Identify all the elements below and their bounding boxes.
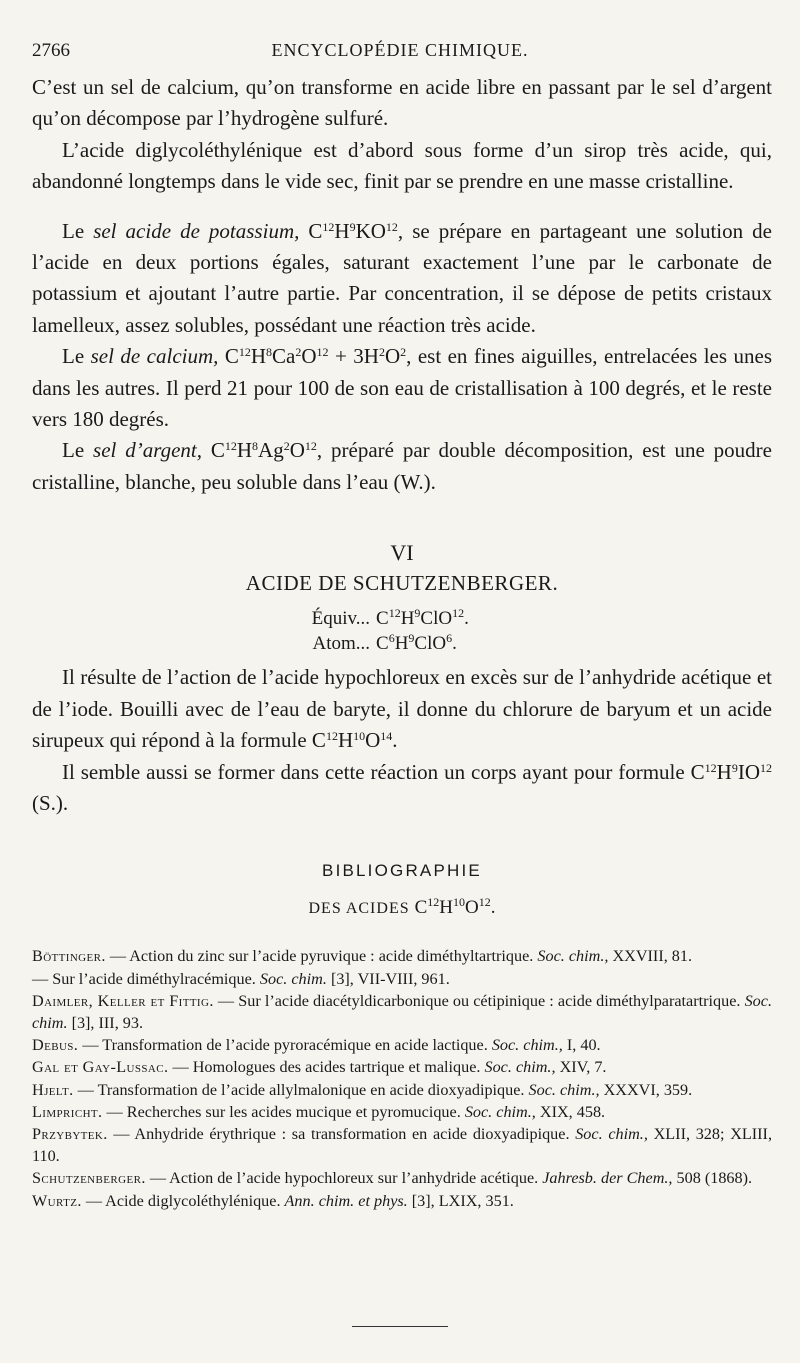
bibliography-entry — [32, 945, 772, 967]
bibliography-entry — [32, 1167, 772, 1189]
entry-ref: 508 (1868). — [672, 1169, 753, 1188]
entry-journal: Soc. chim., — [537, 947, 609, 966]
entry-text: — Action de l’acide hypochloreux sur l’anhydride acétique. — [145, 1169, 543, 1188]
entry-author: Gal et Gay-Lussac. — [32, 1058, 169, 1077]
entry-journal: Soc. chim., — [528, 1080, 600, 1099]
entry-text: — Acide diglycoléthylénique. — [81, 1191, 285, 1210]
page-header — [32, 40, 768, 68]
entry-ref: XXVIII, 81. — [608, 947, 693, 966]
entry-text: — Anhydride érythrique : sa transformation en acide dioxyadipique. — [107, 1124, 576, 1143]
entry-text: — Transformation de l’acide allylmalonique en acide dioxyadipique. — [73, 1080, 529, 1099]
paragraph-schutzenberger-1: Il résulte de l’action de l’acide hypochloreux en excès sur de l’anhydride acétique et de l’iode. Bouilli avec de l’eau de baryte, il donne du chlorure de baryum et un acide sirupeux qui répond à la formule $C^{12}H^{10}O^{14}$. — [32, 665, 772, 753]
equiv-formula: Équiv... $C^{12}H^9ClO^{12}$. — [311, 606, 469, 630]
bibliography-entry — [32, 1190, 772, 1212]
entry-ref: I, 40. — [562, 1036, 601, 1055]
entry-ref: [3], VII-VIII, 961. — [326, 969, 450, 988]
page-body — [32, 72, 772, 1212]
entry-journal: Ann. chim. et phys. — [284, 1191, 408, 1210]
entry-journal: Soc. chim. — [32, 991, 772, 1032]
bibliography-entry — [32, 1079, 772, 1101]
bibliography-entry — [32, 1034, 772, 1056]
salt-name: sel d’argent, — [93, 438, 202, 463]
formula-block — [282, 606, 522, 656]
paragraph-2: L’acide diglycoléthylénique est d’abord sous forme d’un sirop très acide, qui, abandonné longtemps dans le vide sec, finit par se prendre en une masse cristalline. — [32, 137, 772, 194]
entry-journal: Soc. chim., — [491, 1036, 563, 1055]
entry-text: — Homologues des acides tartrique et malique. — [168, 1058, 485, 1077]
entry-author: Limpricht. — [32, 1102, 103, 1121]
paragraph-calcium-salt: Le sel de calcium, $C^{12}H^8Ca^2O^{12} + 3H^2O^2$, est en fines aiguilles, entrelacées les unes dans les autres. Il perd 21 pour 100 de son eau de cristallisation à 100 degrés, et le reste vers 180 degrés. — [32, 344, 772, 432]
entry-journal: Soc. chim. — [259, 969, 327, 988]
section-title: ACIDE DE SCHUTZENBERGER. — [245, 571, 559, 596]
entry-text: — Action du zinc sur l’acide pyruvique : acide diméthyltartrique. — [105, 947, 538, 966]
bibliography-heading: BIBLIOGRAPHIE — [322, 861, 482, 881]
entry-author: Przybytek. — [32, 1124, 108, 1143]
entry-author: Debus. — [32, 1036, 79, 1055]
paragraph-potassium-salt: Le sel acide de potassium, $C^{12}H^9KO^{12}$, se prépare en partageant une solution de l’acide en deux portions égales, saturant exactement l’une par le carbonate de potassium et ajoutant l’autre partie. Par concentration, il se dépose de petits cristaux lamelleux, assez solubles, possédant une réaction très acide. — [32, 218, 772, 337]
entry-author: Hjelt. — [32, 1080, 74, 1099]
entry-ref: XLII, 328; XLIII, 110. — [32, 1124, 772, 1166]
bibliography-entry — [32, 1123, 772, 1167]
end-rule — [352, 1326, 448, 1327]
entry-ref: XXXVI, 359. — [599, 1080, 693, 1099]
entry-text: — Sur l’acide diacétyldicarbonique ou cétipinique : acide diméthylparatartrique. — [213, 991, 745, 1010]
bibliography-entry — [32, 1056, 772, 1078]
page-number: 2766 — [32, 40, 70, 61]
bibliography-entry — [32, 1101, 772, 1123]
salt-name: sel de calcium, — [90, 344, 219, 369]
bibliography-entry — [32, 968, 772, 990]
paragraph-silver-salt: Le sel d’argent, $C^{12}H^8Ag^2O^{12}$, préparé par double décomposition, est une poudre cristalline, blanche, peu soluble dans l’eau (W.). — [32, 438, 772, 494]
entry-text: — Sur l’acide diméthylracémique. — [32, 969, 260, 988]
running-title: ENCYCLOPÉDIE CHIMIQUE. — [271, 40, 529, 60]
paragraph-1: C’est un sel de calcium, qu’on transforme en acide libre en passant par le sel d’argent qu’on décompose par l’hydrogène sulfuré. — [32, 75, 772, 131]
section-numeral: VI — [390, 540, 414, 566]
entry-journal: Jahresb. der Chem., — [542, 1169, 673, 1188]
entry-journal: Soc. chim., — [464, 1102, 536, 1121]
entry-author: Daimler, Keller et Fittig. — [32, 991, 214, 1010]
entry-author: Wurtz. — [32, 1191, 82, 1210]
entry-author: Schutzenberger. — [32, 1169, 146, 1188]
entry-author: Böttinger. — [32, 947, 106, 966]
entry-ref: XIX, 458. — [535, 1102, 606, 1121]
entry-text: — Recherches sur les acides mucique et pyromucique. — [102, 1102, 465, 1121]
entry-journal: Soc. chim., — [484, 1058, 556, 1077]
paragraph-schutzenberger-2: Il semble aussi se former dans cette réaction un corps ayant pour formule $C^{12}H^9IO^{12}$ (S.). — [32, 759, 772, 815]
bibliography-list — [32, 945, 772, 1211]
entry-journal: Soc. chim., — [575, 1124, 648, 1143]
entry-text: — Transformation de l’acide pyroracémique en acide lactique. — [78, 1036, 492, 1055]
bibliography-subheading: DES ACIDES $C^{12}H^{10}O^{12}$. — [308, 895, 496, 919]
entry-ref: XIV, 7. — [555, 1058, 607, 1077]
bibliography-entry — [32, 990, 772, 1034]
atom-formula: Atom... $C^6H^9ClO^6$. — [312, 631, 457, 655]
entry-ref: [3], LXIX, 351. — [407, 1191, 514, 1210]
salt-name: sel acide de potassium, — [93, 218, 300, 243]
entry-ref: [3], III, 93. — [67, 1013, 144, 1032]
